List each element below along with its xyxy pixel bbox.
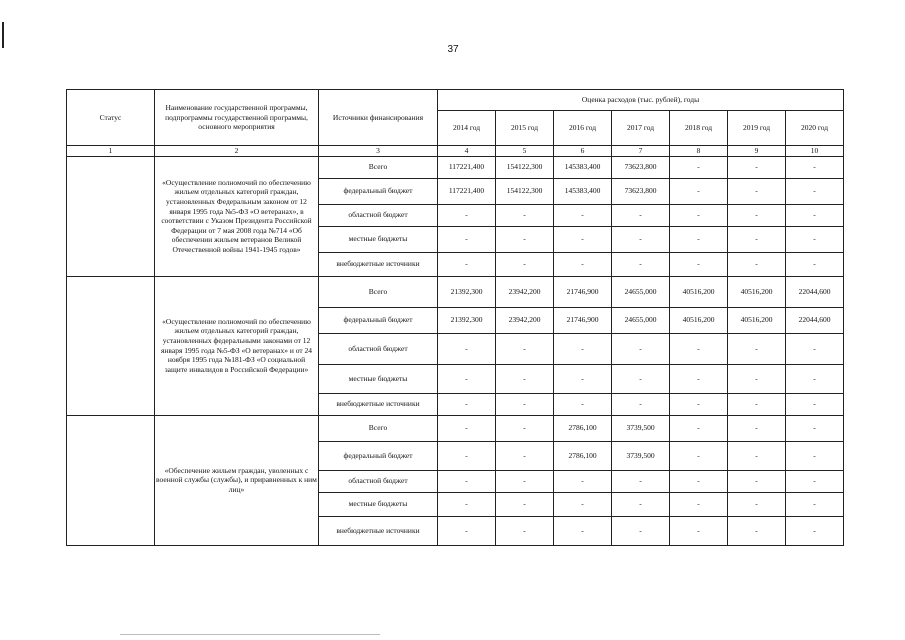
expense-value-cell: - bbox=[612, 226, 670, 252]
expense-value-cell: 22044,600 bbox=[786, 276, 844, 307]
year-header: 2016 год bbox=[554, 111, 612, 146]
header-expense-estimate: Оценка расходов (тыс. рублей), годы bbox=[438, 90, 844, 111]
scan-artifact-line bbox=[120, 634, 380, 635]
expense-value-cell: 21746,900 bbox=[554, 276, 612, 307]
page-number: 37 bbox=[447, 44, 459, 55]
expense-value-cell: - bbox=[612, 364, 670, 393]
expense-value-cell: 23942,200 bbox=[496, 276, 554, 307]
expense-value-cell: - bbox=[786, 333, 844, 364]
column-number: 10 bbox=[786, 146, 844, 157]
funding-source-cell: внебюджетные источники bbox=[319, 393, 438, 415]
expense-value-cell: - bbox=[438, 252, 496, 276]
expense-value-cell: - bbox=[670, 252, 728, 276]
expense-value-cell: - bbox=[554, 516, 612, 545]
funding-source-cell: Всего bbox=[319, 276, 438, 307]
funding-source-cell: областной бюджет bbox=[319, 204, 438, 226]
expense-value-cell: - bbox=[496, 226, 554, 252]
header-funding-sources: Источники финансирования bbox=[319, 90, 438, 146]
year-header: 2019 год bbox=[728, 111, 786, 146]
expense-value-cell: 2786,100 bbox=[554, 441, 612, 470]
expense-value-cell: - bbox=[612, 516, 670, 545]
expense-value-cell: - bbox=[438, 415, 496, 441]
expense-value-cell: - bbox=[496, 364, 554, 393]
expense-value-cell: - bbox=[670, 393, 728, 415]
year-header: 2015 год bbox=[496, 111, 554, 146]
funding-source-cell: федеральный бюджет bbox=[319, 178, 438, 204]
expense-value-cell: - bbox=[554, 364, 612, 393]
expense-value-cell: - bbox=[670, 441, 728, 470]
expense-value-cell: - bbox=[786, 252, 844, 276]
expense-value-cell: - bbox=[670, 226, 728, 252]
expense-value-cell: - bbox=[728, 178, 786, 204]
header-program-name: Наименование государственной программы, подпрограммы государственной программы, основного мероприятия bbox=[155, 90, 319, 146]
expense-value-cell: 40516,200 bbox=[728, 307, 786, 333]
expense-value-cell: 145383,400 bbox=[554, 178, 612, 204]
expense-value-cell: - bbox=[728, 470, 786, 492]
expense-value-cell: 24655,000 bbox=[612, 307, 670, 333]
expense-value-cell: - bbox=[496, 441, 554, 470]
column-number: 8 bbox=[670, 146, 728, 157]
column-number: 4 bbox=[438, 146, 496, 157]
header-row bbox=[67, 90, 844, 111]
funding-source-cell: федеральный бюджет bbox=[319, 307, 438, 333]
expense-value-cell: - bbox=[728, 415, 786, 441]
expense-value-cell: - bbox=[438, 333, 496, 364]
funding-source-cell: внебюджетные источники bbox=[319, 516, 438, 545]
expense-value-cell: 2786,100 bbox=[554, 415, 612, 441]
expense-value-cell: - bbox=[670, 364, 728, 393]
expense-value-cell: - bbox=[612, 252, 670, 276]
budget-table bbox=[66, 89, 844, 546]
funding-source-cell: внебюджетные источники bbox=[319, 252, 438, 276]
expense-value-cell: - bbox=[728, 226, 786, 252]
expense-value-cell: - bbox=[786, 204, 844, 226]
expense-value-cell: - bbox=[438, 204, 496, 226]
expense-value-cell: - bbox=[438, 226, 496, 252]
expense-value-cell: 21746,900 bbox=[554, 307, 612, 333]
expense-value-cell: - bbox=[496, 333, 554, 364]
expense-value-cell: 117221,400 bbox=[438, 156, 496, 178]
funding-source-cell: областной бюджет bbox=[319, 470, 438, 492]
column-number: 9 bbox=[728, 146, 786, 157]
expense-value-cell: - bbox=[438, 393, 496, 415]
funding-source-cell: областной бюджет bbox=[319, 333, 438, 364]
program-status-cell bbox=[67, 156, 155, 276]
expense-value-cell: 154122,300 bbox=[496, 156, 554, 178]
expense-value-cell: - bbox=[786, 441, 844, 470]
expense-value-cell: - bbox=[554, 492, 612, 516]
column-number-row bbox=[67, 146, 844, 157]
expense-value-cell: - bbox=[728, 333, 786, 364]
expense-value-cell: - bbox=[728, 441, 786, 470]
expense-value-cell: 73623,800 bbox=[612, 156, 670, 178]
expense-value-cell: - bbox=[612, 470, 670, 492]
funding-row bbox=[67, 415, 844, 441]
expense-value-cell: - bbox=[496, 415, 554, 441]
expense-value-cell: - bbox=[728, 364, 786, 393]
expense-value-cell: - bbox=[438, 441, 496, 470]
expense-value-cell: - bbox=[438, 364, 496, 393]
program-name-cell: «Обеспечение жильем граждан, уволенных с военной службы (службы), и приравненных к ним лиц» bbox=[155, 415, 319, 545]
funding-row bbox=[67, 276, 844, 307]
expense-value-cell: - bbox=[728, 252, 786, 276]
funding-source-cell: местные бюджеты bbox=[319, 364, 438, 393]
year-header: 2018 год bbox=[670, 111, 728, 146]
expense-value-cell: - bbox=[612, 333, 670, 364]
expense-value-cell: - bbox=[554, 470, 612, 492]
expense-value-cell: - bbox=[496, 393, 554, 415]
expense-value-cell: - bbox=[612, 204, 670, 226]
expense-value-cell: - bbox=[554, 333, 612, 364]
funding-source-cell: местные бюджеты bbox=[319, 492, 438, 516]
expense-value-cell: - bbox=[612, 492, 670, 516]
expense-value-cell: - bbox=[438, 516, 496, 545]
expense-value-cell: - bbox=[786, 393, 844, 415]
funding-source-cell: Всего bbox=[319, 156, 438, 178]
expense-value-cell: - bbox=[786, 226, 844, 252]
program-name-cell: «Осуществление полномочий по обеспечению жильем отдельных категорий граждан, установленных федеральными законами от 12 января 1995 года №5-ФЗ «О ветеранах» и от 24 ноября 1995 года №181-ФЗ «О социальной защите инвалидов в Российской Федерации» bbox=[155, 276, 319, 415]
expense-value-cell: - bbox=[554, 226, 612, 252]
expense-value-cell: - bbox=[728, 204, 786, 226]
expense-value-cell: - bbox=[496, 516, 554, 545]
column-number: 7 bbox=[612, 146, 670, 157]
expense-value-cell: - bbox=[670, 178, 728, 204]
expense-value-cell: 21392,300 bbox=[438, 276, 496, 307]
column-number: 1 bbox=[67, 146, 155, 157]
expense-value-cell: 23942,200 bbox=[496, 307, 554, 333]
expense-value-cell: - bbox=[438, 492, 496, 516]
expense-value-cell: - bbox=[786, 156, 844, 178]
expense-value-cell: 21392,300 bbox=[438, 307, 496, 333]
expense-value-cell: - bbox=[496, 204, 554, 226]
funding-source-cell: местные бюджеты bbox=[319, 226, 438, 252]
expense-value-cell: 73623,800 bbox=[612, 178, 670, 204]
expense-value-cell: - bbox=[786, 178, 844, 204]
expense-value-cell: 154122,300 bbox=[496, 178, 554, 204]
expense-value-cell: 40516,200 bbox=[670, 276, 728, 307]
expense-value-cell: 24655,000 bbox=[612, 276, 670, 307]
expense-value-cell: - bbox=[670, 415, 728, 441]
expense-value-cell: - bbox=[554, 252, 612, 276]
funding-source-cell: федеральный бюджет bbox=[319, 441, 438, 470]
expense-value-cell: 22044,600 bbox=[786, 307, 844, 333]
expense-value-cell: - bbox=[786, 470, 844, 492]
expense-value-cell: - bbox=[728, 393, 786, 415]
column-number: 3 bbox=[319, 146, 438, 157]
scan-margin-mark bbox=[2, 22, 4, 48]
expense-value-cell: - bbox=[554, 393, 612, 415]
expense-value-cell: - bbox=[786, 492, 844, 516]
expense-value-cell: 3739,500 bbox=[612, 441, 670, 470]
expense-value-cell: - bbox=[612, 393, 670, 415]
expense-value-cell: - bbox=[670, 516, 728, 545]
expense-value-cell: - bbox=[670, 470, 728, 492]
funding-row bbox=[67, 156, 844, 178]
expense-value-cell: - bbox=[728, 492, 786, 516]
expense-value-cell: - bbox=[496, 470, 554, 492]
year-header: 2014 год bbox=[438, 111, 496, 146]
expense-value-cell: - bbox=[554, 204, 612, 226]
program-name-cell: «Осуществление полномочий по обеспечению жильем отдельных категорий граждан, установленных Федеральным законом от 12 января 1995 года №5-ФЗ «О ветеранах», в соответствии с Указом Президента Российской Федерации от 7 мая 2008 года №714 «Об обеспечении жильем ветеранов Великой Отечественной войны 1941-1945 годов» bbox=[155, 156, 319, 276]
expense-value-cell: - bbox=[496, 252, 554, 276]
year-header: 2017 год bbox=[612, 111, 670, 146]
expense-value-cell: 3739,500 bbox=[612, 415, 670, 441]
expense-value-cell: - bbox=[438, 470, 496, 492]
expense-value-cell: 40516,200 bbox=[670, 307, 728, 333]
expense-value-cell: - bbox=[786, 364, 844, 393]
program-status-cell bbox=[67, 415, 155, 545]
expense-value-cell: - bbox=[786, 415, 844, 441]
column-number: 5 bbox=[496, 146, 554, 157]
header-status: Статус bbox=[67, 90, 155, 146]
expense-value-cell: - bbox=[728, 156, 786, 178]
expense-value-cell: - bbox=[496, 492, 554, 516]
expense-value-cell: 145383,400 bbox=[554, 156, 612, 178]
column-number: 2 bbox=[155, 146, 319, 157]
expense-value-cell: 40516,200 bbox=[728, 276, 786, 307]
expense-value-cell: - bbox=[728, 516, 786, 545]
column-number: 6 bbox=[554, 146, 612, 157]
expense-value-cell: - bbox=[670, 333, 728, 364]
funding-source-cell: Всего bbox=[319, 415, 438, 441]
expense-value-cell: - bbox=[670, 156, 728, 178]
year-header: 2020 год bbox=[786, 111, 844, 146]
program-status-cell bbox=[67, 276, 155, 415]
expense-value-cell: - bbox=[670, 492, 728, 516]
expense-value-cell: - bbox=[670, 204, 728, 226]
expense-value-cell: - bbox=[786, 516, 844, 545]
expense-value-cell: 117221,400 bbox=[438, 178, 496, 204]
